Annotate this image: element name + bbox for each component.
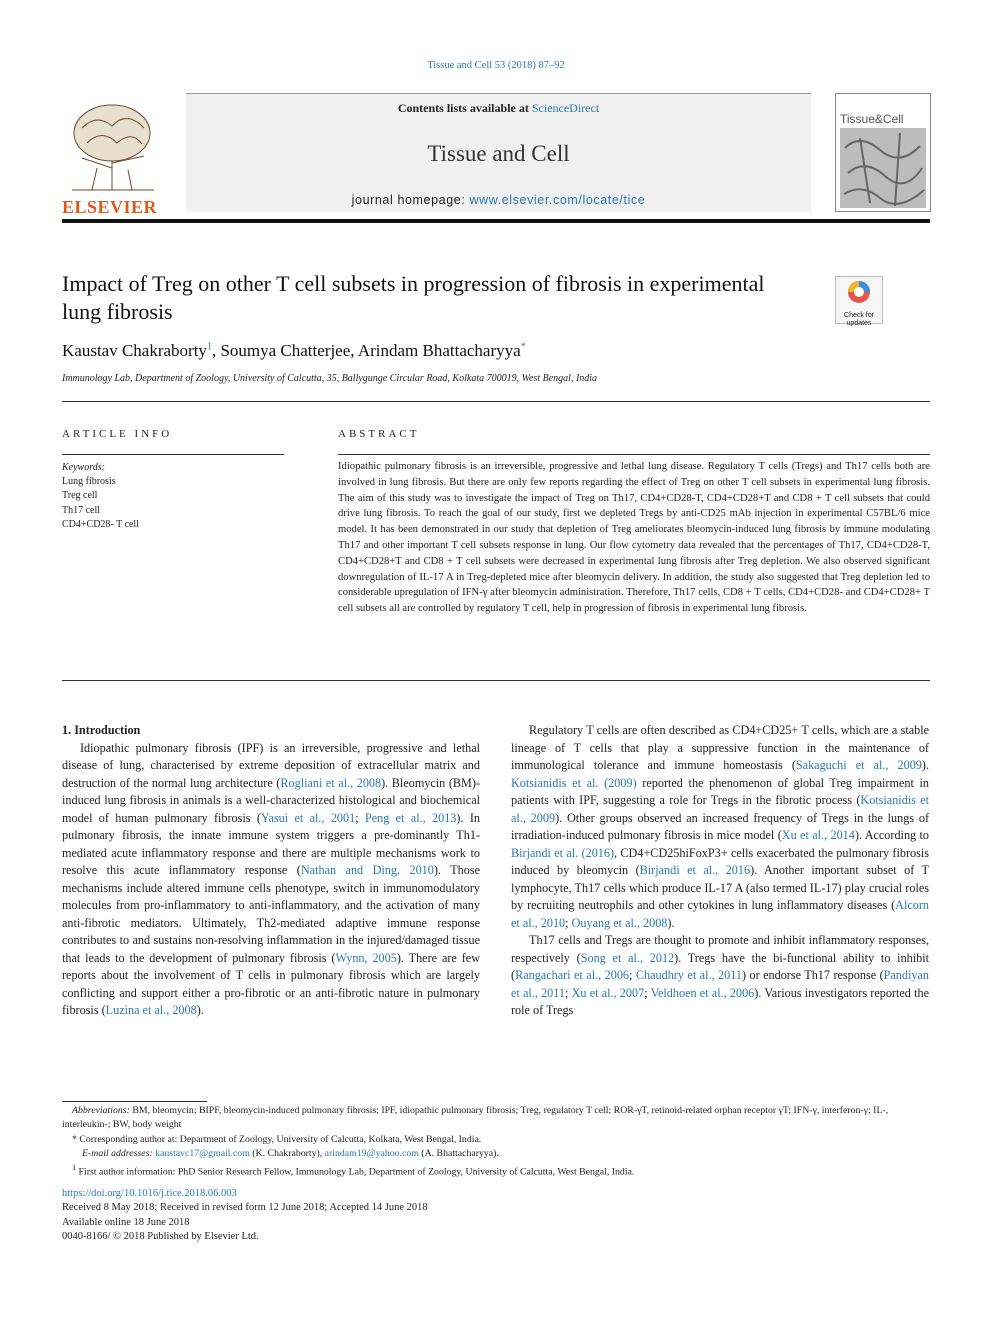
first-author-text: First author information: PhD Senior Research Fellow, Immunology Lab, Department of Zoology, University of Calcutta, West Bengal, India. bbox=[78, 1166, 635, 1178]
article-info-heading: ARTICLE INFO bbox=[62, 428, 173, 440]
text-run: ) or endorse Th17 response ( bbox=[741, 968, 884, 982]
corresponding-text: Corresponding author at: Department of Zoology, University of Calcutta, Kolkata, West Bengal, India. bbox=[79, 1134, 482, 1145]
citation-link[interactable]: Birjandi et al., 2016 bbox=[639, 863, 751, 877]
email-link[interactable]: kaustavc17@gmail.com bbox=[155, 1148, 250, 1159]
received-dates: Received 8 May 2018; Received in revised form 12 June 2018; Accepted 14 June 2018 bbox=[62, 1202, 428, 1214]
text-run: ). Those mechanisms include altered immune cells phenotype, switch in immunomodulatory molecules from pro-inflammatory to anti-inflammatory, and the activation of many anti-fibrotic mediators. Ultimately, Th2-mediated adaptive immune response contributes to and sustains non-resolving inflammation in the injured/damaged tissue that leads to the development of pulmonary fibrosis ( bbox=[62, 863, 480, 965]
homepage-label: journal homepage: bbox=[351, 193, 470, 207]
author-name[interactable]: Kaustav Chakraborty bbox=[62, 341, 207, 360]
citation-link[interactable]: Kotsianidis et al., 2009 bbox=[511, 793, 929, 825]
homepage-link[interactable]: www.elsevier.com/locate/tice bbox=[469, 193, 646, 207]
citation-link[interactable]: Kotsianidis et al. (2009) bbox=[511, 775, 637, 790]
footnote-emails bbox=[62, 1147, 950, 1161]
elsevier-logo[interactable] bbox=[62, 98, 166, 217]
elsevier-tree-icon bbox=[62, 98, 166, 196]
cover-image bbox=[840, 128, 926, 208]
abbreviations-text: BM, bleomycin; BIPF, bleomycin-induced pulmonary fibrosis; IPF, idiopathic pulmonary fibrosis; Treg, regulatory T cell; ROR-γT, retinoid-related orphan receptor γT; IFN-γ, interferon-γ; IL-, interleukin-; BW, body weight bbox=[62, 1105, 889, 1131]
footnote-abbreviations bbox=[62, 1104, 930, 1133]
citation-link[interactable]: Yasui et al., 2001 bbox=[260, 810, 356, 825]
crossmark-icon bbox=[836, 277, 882, 307]
text-run: ; bbox=[644, 985, 651, 1000]
check-for-updates-badge[interactable] bbox=[835, 276, 883, 327]
citation-link[interactable]: Alcorn et al., 2010 bbox=[511, 898, 929, 930]
abbreviations-label: Abbreviations: bbox=[72, 1105, 130, 1116]
footnote-rule bbox=[62, 1101, 207, 1102]
text-run: ). Another important subset of T lymphocyte, Th17 cells which produce IL-17 A (also termed IL-17) play crucial roles by recruiting neutrophils and other cytokines in lung inflammatory diseases ( bbox=[511, 863, 929, 912]
journal-cover[interactable] bbox=[835, 93, 931, 212]
keyword-item: Treg cell bbox=[62, 490, 98, 502]
citation-link[interactable]: Xu et al., 2014 bbox=[781, 828, 855, 842]
text-run: ). According to bbox=[854, 828, 929, 842]
email-link[interactable]: arindam19@yahoo.com bbox=[324, 1148, 419, 1159]
copyright: 0040-8166/ © 2018 Published by Elsevier Ltd. bbox=[62, 1231, 259, 1243]
abstract-text: Idiopathic pulmonary fibrosis is an irreversible, progressive and lethal lung disease. Regulatory T cells (Tregs) and Th17 cells both are involved in lung fibrosis. But there are only few reports regarding the effect of Treg on other T cell subsets in experimental lung fibrosis. The aim of this study was to investigate the impact of Treg on Th17, CD4+CD28-T, CD4+CD28+T and CD8 + T cell subsets that could drive lung fibrosis. To reach the goal of our study, first we depleted Tregs by anti-CD25 mAb injection in experimental C57BL/6 mice model. It has been demonstrated in our study that depletion of Treg ameliorates bleomycin-induced lung fibrosis by immune modulating Th17 and other important T cell subsets response in lung. Our flow cytometry data revealed that the percentages of Th17, CD4+CD28-T, CD4+CD28+T and CD8 + T cell subsets were decreased in experimental lung fibrosis after Treg depletion. We also observed significant downregulation of IL-17 A in Treg-depleted mice after bleomycin delivery. In addition, the study also suggested that Treg depletion led to considerable upregulation of IFN-γ after bleomycin administration. Therefore, Th17 cells, CD8 + T cells, CD4+CD28- and CD4+CD28+ T cell subsets all are controlled by regulatory T cell, help in progression of fibrosis in experimental lung fibrosis. bbox=[338, 461, 930, 615]
header-rule bbox=[62, 219, 930, 223]
text-run: ). bbox=[921, 758, 929, 772]
paragraph bbox=[511, 722, 929, 932]
footnote-mark: 1 bbox=[72, 1163, 77, 1172]
text-run: ). In pulmonary fibrosis, the innate immune system triggers a pre-dominantly Th1-mediated acute inflammatory response and there are multiple mechanisms work to resolve this acute inflammatory response ( bbox=[62, 810, 480, 877]
citation-link[interactable]: Rogliani et al., 2008 bbox=[280, 775, 382, 790]
text-run: ; bbox=[629, 968, 636, 982]
citation-link[interactable]: Xu et al., 2007 bbox=[571, 985, 645, 1000]
journal-title: Tissue and Cell bbox=[427, 141, 570, 166]
journal-citation[interactable]: Tissue and Cell 53 (2018) 87–92 bbox=[427, 60, 565, 71]
citation-link[interactable]: Birjandi et al. (2016) bbox=[511, 845, 615, 860]
email-owner: (A. Bhattacharyya). bbox=[418, 1148, 499, 1159]
keyword-item: Lung fibrosis bbox=[62, 476, 116, 488]
text-run: ). bbox=[196, 1003, 204, 1017]
citation-link[interactable]: Ouyang et al., 2008 bbox=[571, 915, 668, 930]
citation-link[interactable]: Luzina et al., 2008 bbox=[105, 1003, 197, 1017]
contents-prefix: Contents lists available at bbox=[397, 101, 532, 115]
body-column-left bbox=[62, 722, 480, 1020]
elsevier-wordmark: ELSEVIER bbox=[62, 197, 158, 217]
keyword-item: CD4+CD28- T cell bbox=[62, 518, 139, 530]
divider bbox=[62, 454, 284, 455]
author-name[interactable]: Arindam Bhattacharyya bbox=[357, 341, 521, 360]
citation-link[interactable]: Chaudhry et al., 2011 bbox=[635, 968, 742, 982]
paragraph bbox=[62, 740, 480, 1020]
text-run: Th17 cells and Tregs are thought to promote and inhibit inflammatory responses, respectively ( bbox=[511, 933, 929, 965]
doi-link[interactable]: https://doi.org/10.1016/j.tice.2018.06.003 bbox=[62, 1188, 237, 1199]
text-run: ). Tregs have the bi-functional ability to inhibit ( bbox=[511, 950, 930, 982]
text-run: ). Various investigators reported the role of Tregs bbox=[511, 985, 929, 1017]
footnote-corresponding bbox=[62, 1133, 940, 1147]
article-title: Impact of Treg on other T cell subsets in progression of fibrosis in experimental lung fibrosis bbox=[62, 271, 765, 324]
cover-title: Tissue&Cell bbox=[840, 112, 904, 126]
keyword-item: Th17 cell bbox=[62, 504, 101, 516]
text-run: ; bbox=[355, 810, 365, 825]
affiliation: Immunology Lab, Department of Zoology, University of Calcutta, 35, Ballygunge Circular Road, Kolkata 700019, West Bengal, India bbox=[62, 373, 598, 384]
text-run: ). There are few reports about the involvement of T cells in pulmonary fibrosis which are largely conflicting and support either a pro-fibrotic or an anti-fibrotic nature in pulmonary fibrosis ( bbox=[62, 950, 481, 1017]
text-run: reported the phenomenon of global Treg impairment in patients with IPF, suggesting a role for Tregs in the fibrotic process ( bbox=[511, 775, 929, 807]
sciencedirect-link[interactable]: ScienceDirect bbox=[531, 101, 600, 115]
footnote-mark: * bbox=[72, 1134, 77, 1145]
citation-link[interactable]: Peng et al., 2013 bbox=[364, 810, 457, 825]
citation-link[interactable]: Pandiyan et al., 2011 bbox=[511, 968, 929, 1000]
divider bbox=[338, 454, 930, 455]
body-column-right bbox=[511, 722, 929, 1020]
abstract-heading: ABSTRACT bbox=[338, 428, 420, 440]
publication-info bbox=[62, 1187, 428, 1245]
keywords-block bbox=[62, 461, 139, 532]
keywords-label: Keywords: bbox=[62, 462, 105, 473]
paragraph bbox=[511, 932, 929, 1020]
online-date: Available online 18 June 2018 bbox=[62, 1216, 190, 1228]
email-label: E-mail addresses: bbox=[82, 1148, 153, 1159]
author-name[interactable]: Soumya Chatterjee bbox=[220, 341, 351, 360]
section-heading: 1. Introduction bbox=[62, 723, 141, 737]
text-run: ; bbox=[565, 915, 572, 930]
author-mark[interactable]: 1 bbox=[206, 341, 212, 353]
text-run: ). Other groups observed an increased frequency of Tregs in the lungs of irradiation-induced pulmonary fibrosis in mice model ( bbox=[511, 810, 929, 842]
email-owner: (K. Chakraborty), bbox=[249, 1148, 325, 1159]
text-run: Regulatory T cells are often described as CD4+CD25+ T cells, which are a stable lineage of T cells that play a suppressive function in the maintenance of immunological tolerance and immune homeostasis ( bbox=[511, 723, 929, 772]
text-run: ). Bleomycin (BM)-induced lung fibrosis in animals is a well-characterized histological and biochemical model of human pulmonary fibrosis ( bbox=[62, 775, 480, 825]
footnote-first-author bbox=[62, 1161, 940, 1180]
text-run: Idiopathic pulmonary fibrosis (IPF) is an irreversible, progressive and lethal disease of lung, characterised by extreme deposition of extracellular matrix and destruction of the normal lung architecture ( bbox=[62, 740, 480, 790]
citation-link[interactable]: Nathan and Ding, 2010 bbox=[300, 863, 434, 877]
check-updates-label: Check for updates bbox=[844, 312, 874, 327]
citation-link[interactable]: Veldhoen et al., 2006 bbox=[650, 985, 755, 1000]
citation-link[interactable]: Rangachari et al., 2006 bbox=[515, 968, 630, 982]
citation-link[interactable]: Song et al., 2012 bbox=[580, 950, 675, 965]
citation-link[interactable]: Sakaguchi et al., 2009 bbox=[795, 758, 922, 772]
author-mark[interactable]: * bbox=[520, 341, 526, 353]
divider bbox=[62, 680, 930, 681]
text-run: ). bbox=[667, 915, 675, 930]
divider bbox=[62, 401, 930, 402]
contents-line bbox=[186, 101, 811, 116]
text-run: , CD4+CD25hiFoxP3+ cells exacerbated the pulmonary fibrosis induced by bleomycin ( bbox=[511, 845, 929, 877]
citation-link[interactable]: Wynn, 2005 bbox=[335, 950, 397, 965]
author-list: Kaustav Chakraborty$^1$, Soumya Chatterjee, Arindam Bhattacharyya* bbox=[62, 341, 526, 360]
journal-homepage bbox=[186, 193, 811, 207]
text-run: ; bbox=[565, 985, 572, 1000]
